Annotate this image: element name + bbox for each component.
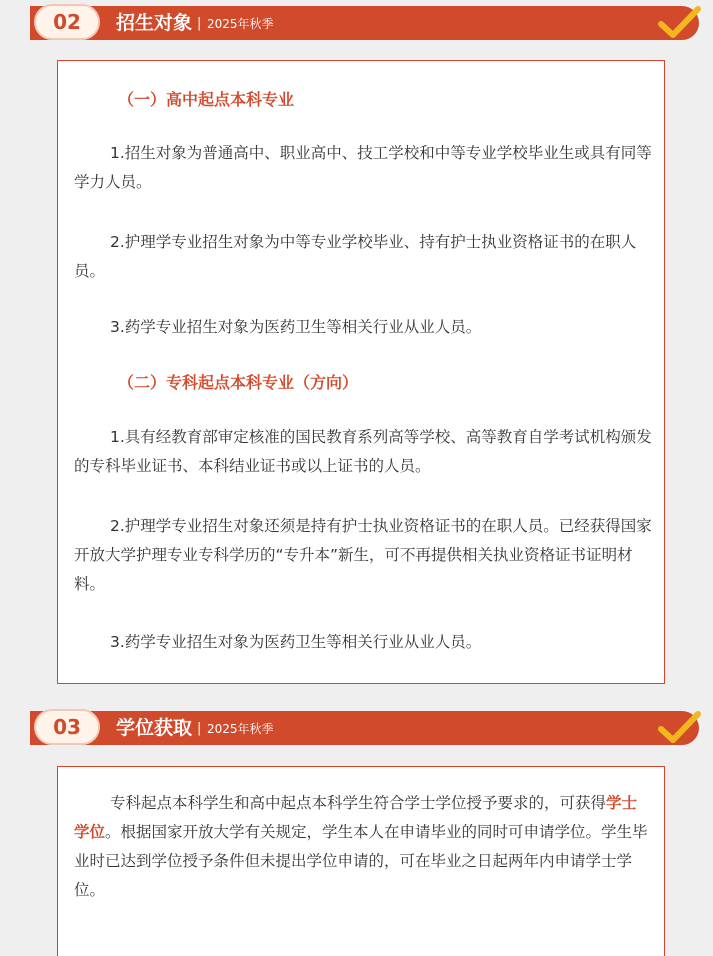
header-separator: | [197, 16, 202, 31]
paragraph: 2.护理学专业招生对象还须是持有护士执业资格证书的在职人员。已经获得国家开放大学护理专业专科学历的“专升本”新生，可不再提供相关执业资格证书证明材料。 [74, 517, 652, 593]
paragraph: 1.招生对象为普通高中、职业高中、技工学校和中等专业学校毕业生或具有同等学力人员。 [74, 144, 652, 191]
degree-highlight: 学士学位 [74, 794, 638, 841]
section-title: 学位获取 [116, 717, 193, 739]
section-number: 03 [34, 709, 100, 745]
section-title: 招生对象 [116, 12, 193, 34]
checkmark-icon [657, 709, 701, 745]
section-header-degree [0, 707, 713, 747]
header-season: 2025年秋季 [207, 17, 274, 31]
section-header-admission [0, 2, 713, 42]
section-number: 02 [34, 4, 100, 40]
header-separator: | [197, 721, 202, 736]
sub-heading-2: （二）专科起点本科专业（方向） [118, 373, 359, 392]
paragraph: 2.护理学专业招生对象为中等专业学校毕业、持有护士执业资格证书的在职人员。 [74, 233, 637, 280]
checkmark-icon [657, 4, 701, 40]
paragraph-text: 专科起点本科学生和高中起点本科学生符合学士学位授予要求的，可获得 [110, 794, 607, 812]
admission-card [57, 60, 665, 684]
paragraph: 1.具有经教育部审定核准的国民教育系列高等学校、高等教育自学考试机构颁发的专科毕业证书、本科结业证书或以上证书的人员。 [74, 428, 652, 475]
degree-paragraph [74, 789, 652, 905]
paragraph-text: 。根据国家开放大学有关规定，学生本人在申请毕业的同时可申请学位。学生毕业时已达到学位授予条件但未提出学位申请的，可在毕业之日起两年内申请学士学位。 [74, 823, 648, 899]
paragraph: 3.药学专业招生对象为医药卫生等相关行业从业人员。 [110, 633, 482, 651]
header-season: 2025年秋季 [207, 722, 274, 736]
paragraph: 3.药学专业招生对象为医药卫生等相关行业从业人员。 [110, 318, 482, 336]
sub-heading-1: （一）高中起点本科专业 [118, 90, 295, 109]
degree-card [57, 766, 665, 956]
